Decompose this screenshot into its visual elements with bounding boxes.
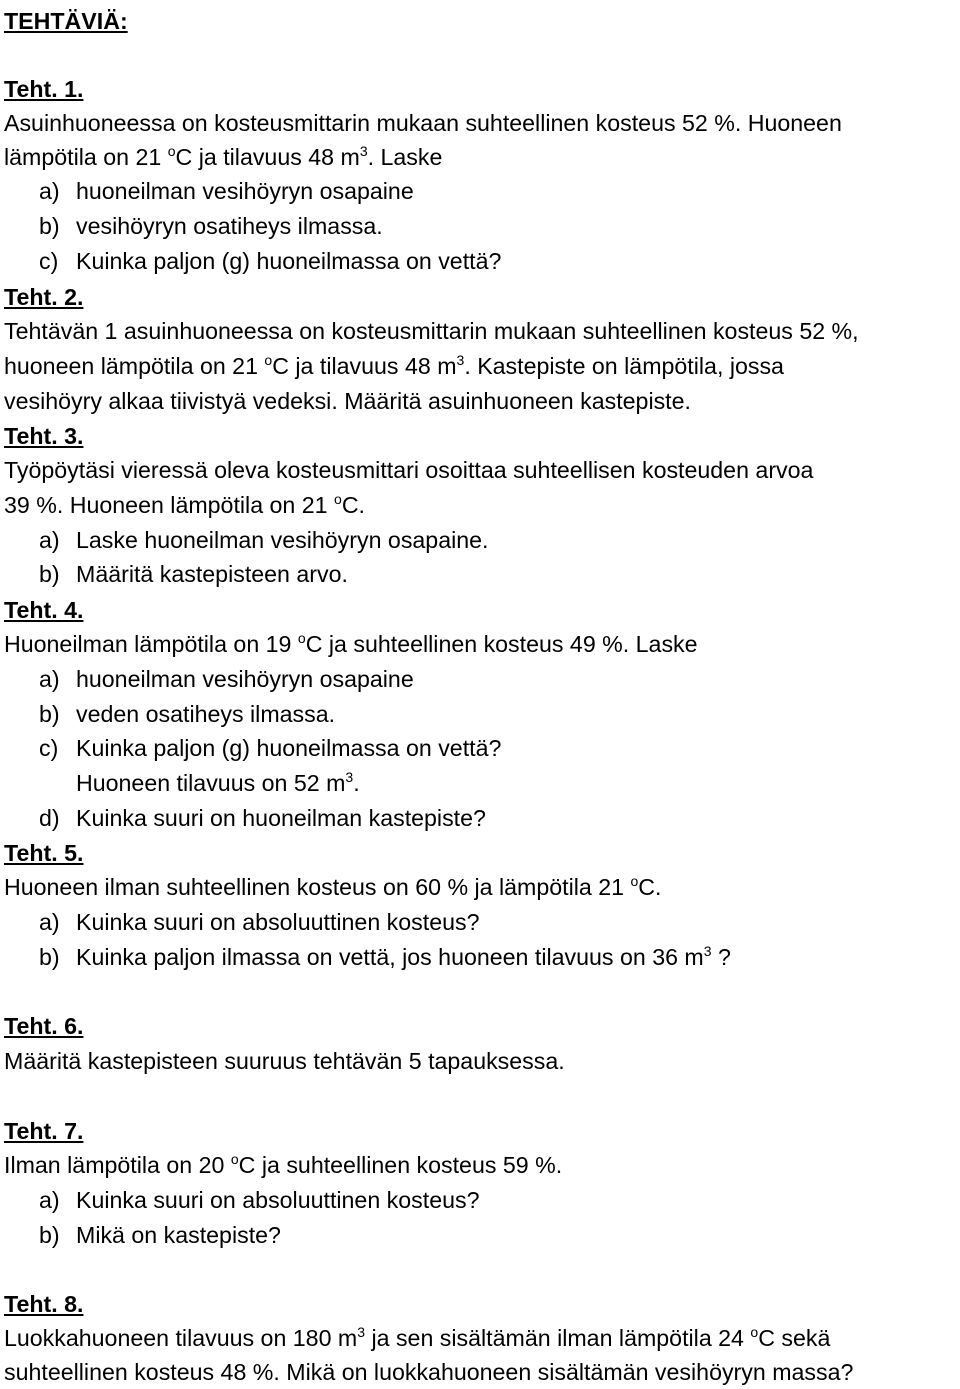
task-7-text-line-1: Ilman lämpötila on 20 $^o$C ja suhteellinen kosteus 59 %. (4, 1151, 563, 1178)
task-4-heading: Teht. 4. (4, 597, 84, 623)
task-2-heading: Teht. 2. (4, 284, 84, 310)
task-5-item-a: a) Kuinka suuri on absoluuttinen kosteus? (39, 909, 480, 935)
task-8-text-line-1: Luokkahuoneen tilavuus on 180 $m^3$ ja sen sisältämän ilman lämpötila 24 $^o$C sekä (4, 1324, 831, 1351)
task-4-text-line-1: Huoneilman lämpötila on 19 $^o$C ja suhteellinen kosteus 49 %. Laske (4, 630, 698, 657)
task-2-text-line-1: Tehtävän 1 asuinhuoneessa on kosteusmittarin mukaan suhteellinen kosteus 52 %, (4, 318, 859, 344)
task-7-heading: Teht. 7. (4, 1118, 84, 1144)
task-4-item-b: b) veden osatiheys ilmassa. (39, 701, 336, 727)
degree-mark: o (297, 630, 306, 646)
task-1-text-line-2: lämpötila on 21 $^o$C ja tilavuus 48 $m^3$. Laske (4, 143, 443, 170)
task-7-item-b: b) Mikä on kastepiste? (39, 1222, 281, 1248)
task-3-text-line-2: 39 %. Huoneen lämpötila on 21 $^o$C. (4, 491, 365, 518)
exponent: 3 (359, 143, 368, 159)
task-6-heading: Teht. 6. (4, 1013, 84, 1039)
task-4-item-d: d) Kuinka suuri on huoneilman kastepiste? (39, 805, 486, 831)
task-5-heading: Teht. 5. (4, 840, 84, 866)
task-4-item-c-continued: Huoneen tilavuus on 52 $m^3$. (76, 769, 360, 796)
task-1-item-b: b) vesihöyryn osatiheys ilmassa. (39, 213, 383, 239)
task-1-item-c: c) Kuinka paljon (g) huoneilmassa on vettä? (39, 248, 502, 274)
degree-mark: o (750, 1324, 759, 1340)
task-6-text-line-1: Määritä kastepisteen suuruus tehtävän 5 tapauksessa. (4, 1048, 565, 1074)
exponent: 3 (345, 769, 354, 785)
task-5-item-b: b) Kuinka paljon ilmassa on vettä, jos huoneen tilavuus on 36 $m^3$ ? (39, 943, 731, 970)
exponent: 3 (703, 943, 712, 959)
task-5-text-line-1: Huoneen ilman suhteellinen kosteus on 60 % ja lämpötila 21 $^o$C. (4, 873, 662, 900)
task-3-item-b: b) Määritä kastepisteen arvo. (39, 561, 348, 587)
task-1-text-line-1: Asuinhuoneessa on kosteusmittarin mukaan suhteellinen kosteus 52 %. Huoneen (4, 110, 842, 136)
task-3-item-a: a) Laske huoneilman vesihöyryn osapaine. (39, 527, 489, 553)
degree-mark: o (264, 352, 273, 368)
task-3-text-line-1: Työpöytäsi vieressä oleva kosteusmittari osoittaa suhteellisen kosteuden arvoa (4, 457, 814, 483)
exponent: 3 (357, 1324, 366, 1340)
task-4-item-a: a) huoneilman vesihöyryn osapaine (39, 666, 414, 692)
task-2-text-line-2: huoneen lämpötila on 21 $^o$C ja tilavuus 48 $m^3$. Kastepiste on lämpötila, jossa (4, 352, 784, 379)
task-7-item-a: a) Kuinka suuri on absoluuttinen kosteus? (39, 1187, 480, 1213)
document-title: TEHTÄVIÄ: (4, 8, 128, 34)
task-4-item-c: c) Kuinka paljon (g) huoneilmassa on vettä? (39, 735, 502, 761)
degree-mark: o (230, 1151, 239, 1167)
degree-mark: o (630, 873, 639, 889)
task-1-heading: Teht. 1. (4, 76, 84, 102)
task-1-item-a: a) huoneilman vesihöyryn osapaine (39, 178, 414, 204)
task-8-text-line-2: suhteellinen kosteus 48 %. Mikä on luokkahuoneen sisältämän vesihöyryn massa? (4, 1359, 854, 1385)
degree-mark: o (334, 491, 342, 507)
degree-mark: o (167, 143, 176, 159)
task-3-heading: Teht. 3. (4, 423, 84, 449)
exponent: 3 (456, 352, 465, 368)
task-2-text-line-3: vesihöyry alkaa tiivistyä vedeksi. Määritä asuinhuoneen kastepiste. (4, 388, 691, 414)
task-8-heading: Teht. 8. (4, 1291, 84, 1317)
